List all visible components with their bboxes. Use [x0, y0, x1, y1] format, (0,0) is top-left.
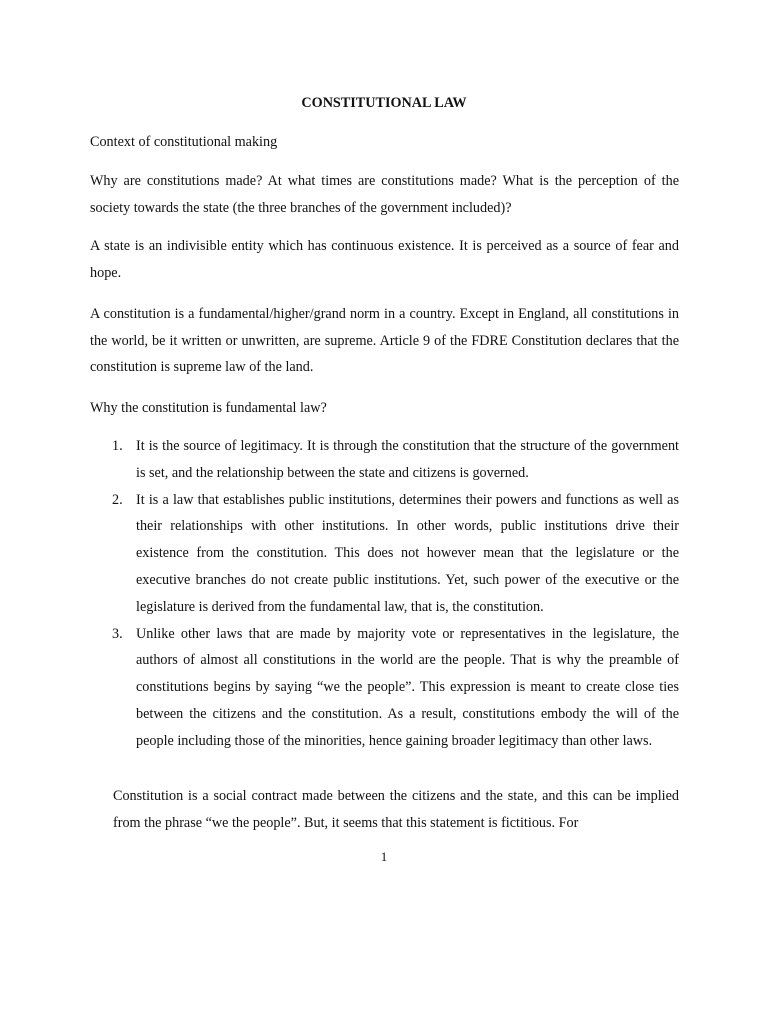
list-item	[90, 487, 679, 621]
list-item-number: 3.	[112, 625, 123, 642]
document-title: CONSTITUTIONAL LAW	[301, 95, 467, 111]
reasons-list	[90, 433, 679, 755]
paragraph-state: A state is an indivisible entity which has continuous existence. It is perceived as a source of fear and hope.	[90, 238, 679, 281]
paragraph-social-contract: Constitution is a social contract made between the citizens and the state, and this can be implied from the phrase “we the people”. But, it seems that this statement is fictitious. For	[113, 788, 679, 831]
list-item	[90, 621, 679, 755]
list-item-text: It is a law that establishes public institutions, determines their powers and functions as well as their relationships with other institutions. In other words, public institutions drive their existence from the constitution. This does not however mean that the legislature or the executive branches do not create public institutions. Yet, such power of the executive or the legislature is derived from the fundamental law, that is, the constitution.	[136, 491, 679, 615]
paragraph-questions: Why are constitutions made? At what times are constitutions made? What is the perception of the society towards the state (the three branches of the government included)?	[90, 173, 679, 216]
page-number: 1	[380, 849, 388, 864]
list-item-text: It is the source of legitimacy. It is through the constitution that the structure of the government is set, and the relationship between the state and citizens is governed.	[136, 438, 679, 481]
list-item	[90, 433, 679, 487]
list-item-number: 2.	[112, 491, 123, 508]
list-item-number: 1.	[112, 438, 123, 454]
list-item-text: Unlike other laws that are made by majority vote or representatives in the legislature, the authors of almost all constitutions in the world are the people. That is why the preamble of constitutions begins by saying “we the people”. This expression is meant to create close ties between the citizens and the constitution. As a result, constitutions embody the will of the people including those of the minorities, hence gaining broader legitimacy than other laws.	[136, 625, 679, 749]
paragraph-constitution: A constitution is a fundamental/higher/grand norm in a country. Except in England, all constitutions in the world, be it written or unwritten, are supreme. Article 9 of the FDRE Constitution declares that the constitution is supreme law of the land.	[90, 306, 679, 376]
subheading: Context of constitutional making	[90, 134, 278, 150]
question-heading: Why the constitution is fundamental law?	[90, 400, 327, 416]
